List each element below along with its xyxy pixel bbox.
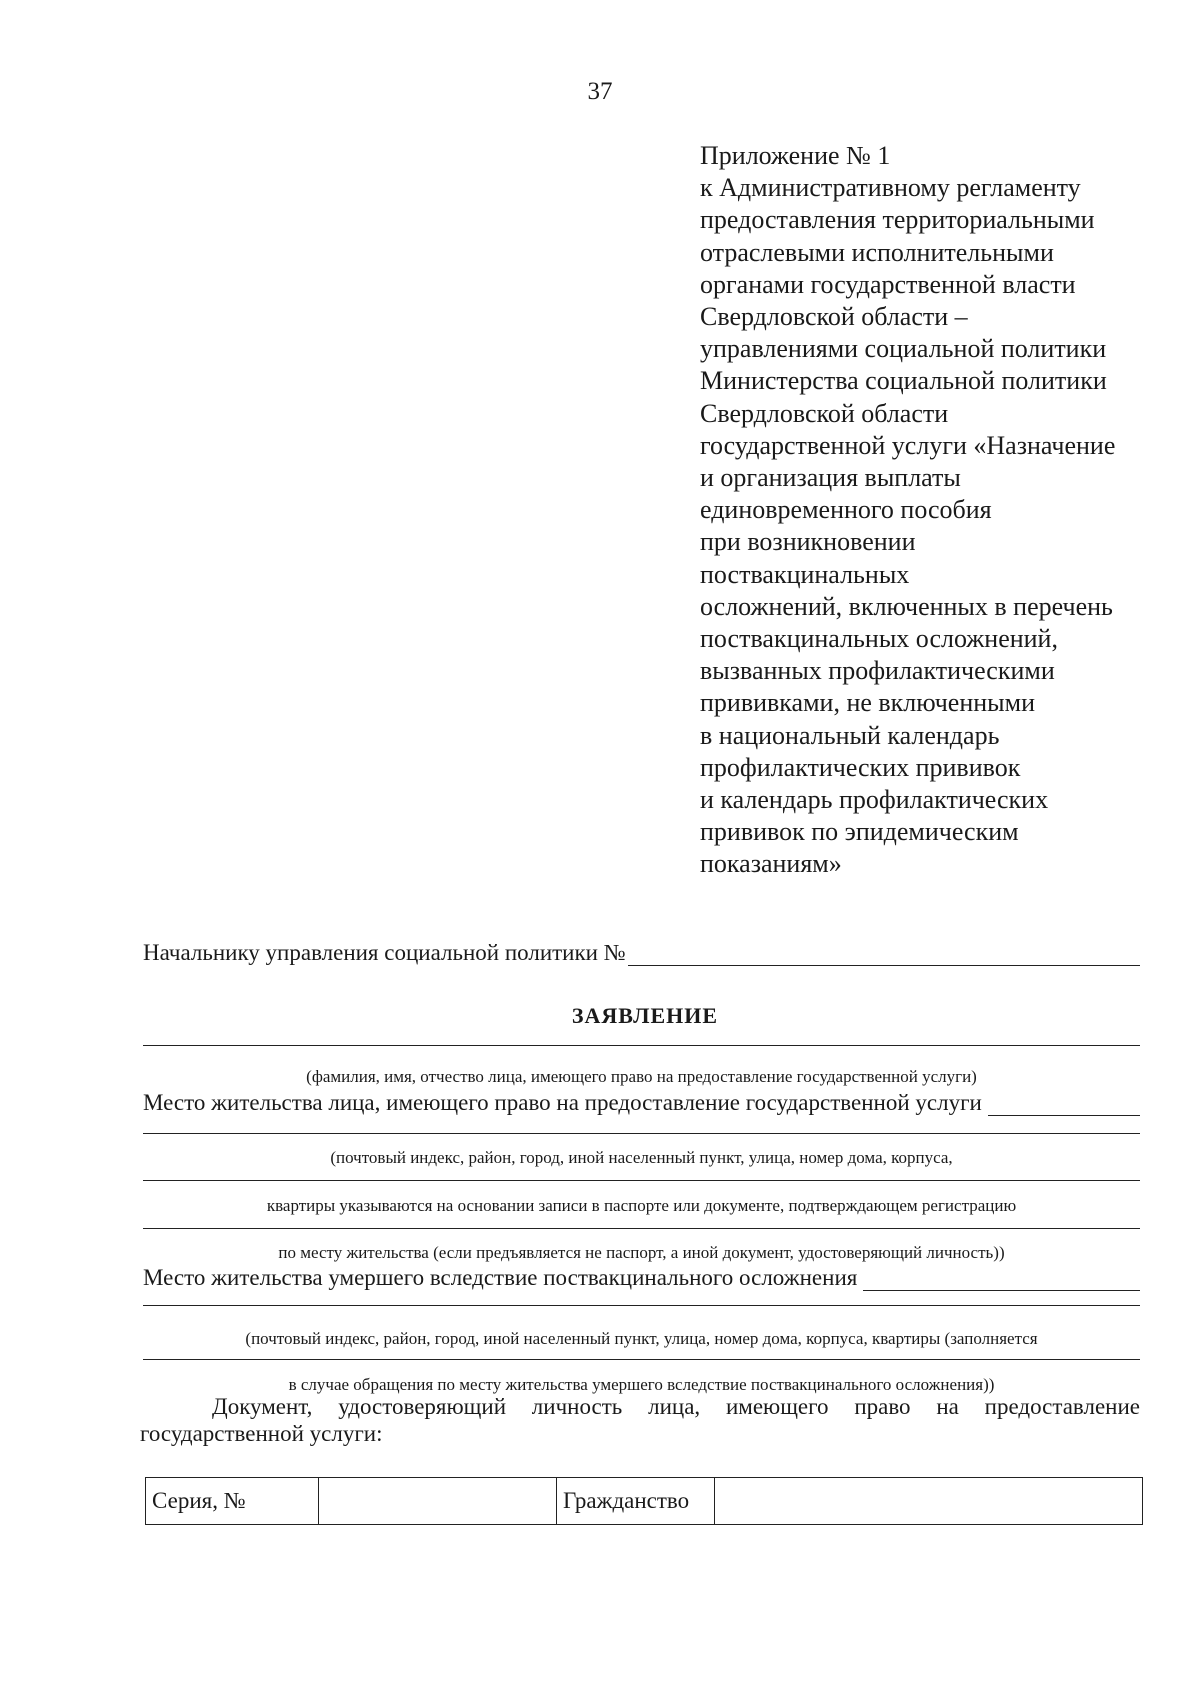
fio-hint: (фамилия, имя, отчество лица, имеющего право на предоставление государственной услуги) (306, 1067, 977, 1086)
appendix-block (700, 140, 1180, 881)
residence-field-line-2[interactable] (143, 1180, 1140, 1181)
appendix-line: отраслевыми исполнительными (700, 237, 1054, 267)
appendix-line: государственной услуги «Назначение (700, 430, 1116, 460)
appendix-line: и календарь профилактических (700, 785, 1049, 815)
appendix-line: предоставления территориальными (700, 205, 1095, 235)
residence-label: Место жительства лица, имеющего право на предоставление государственной услуги (143, 1090, 982, 1115)
page-number: 37 (587, 78, 613, 105)
citizenship-value-cell[interactable] (715, 1478, 1143, 1525)
appendix-line: Приложение № 1 (700, 141, 891, 170)
deceased-residence-hint-2: в случае обращения по месту жительства умершего вследствие поствакцинального осложнения)) (288, 1375, 995, 1394)
deceased-residence-hint-1: (почтовый индекс, район, город, иной населенный пункт, улица, номер дома, корпуса, квартиры (заполняется (245, 1329, 1038, 1348)
identity-document-paragraph: Документ, удостоверяющий личность лица, имеющего право на предоставление государственной услуги: (140, 1394, 1140, 1446)
appendix-line: в национальный календарь (700, 720, 1000, 750)
appendix-line: поствакцинальных осложнений, (700, 624, 1058, 654)
residence-hint-1: (почтовый индекс, район, город, иной населенный пункт, улица, номер дома, корпуса, (330, 1148, 953, 1167)
appendix-line: Свердловской области – (700, 302, 968, 332)
fio-field[interactable] (143, 1045, 1140, 1046)
residence-hint-2: квартиры указываются на основании записи в паспорте или документе, подтверждающем регистрацию (266, 1196, 1017, 1215)
appendix-line: прививками, не включенными (700, 688, 1035, 718)
appendix-line: Свердловской области (700, 398, 949, 428)
appendix-line: профилактических прививок (700, 752, 1021, 782)
series-value-cell[interactable] (319, 1478, 557, 1525)
residence-field[interactable] (988, 1095, 1140, 1116)
appendix-line: органами государственной власти (700, 269, 1076, 299)
appendix-line: единовременного пособия (700, 495, 992, 525)
deceased-residence-field-line-2[interactable] (143, 1359, 1140, 1360)
appendix-line: вызванных профилактическими (700, 656, 1055, 686)
residence-line (143, 1090, 1140, 1116)
appendix-line: прививок по эпидемическим (700, 817, 1019, 847)
appendix-line: к Административному регламенту (700, 173, 1081, 203)
table-row (146, 1478, 1143, 1525)
appendix-line: осложнений, включенных в перечень (700, 591, 1113, 621)
identity-document-table (145, 1477, 1143, 1525)
addressee-number-field[interactable] (628, 943, 1140, 966)
residence-field-line-3[interactable] (143, 1228, 1140, 1229)
series-label-cell: Серия, № (146, 1478, 319, 1525)
document-title: ЗАЯВЛЕНИЕ (571, 1003, 719, 1028)
deceased-residence-field-line-1[interactable] (143, 1305, 1140, 1306)
appendix-line: Министерства социальной политики (700, 366, 1107, 396)
addressee-line (143, 940, 1140, 966)
appendix-line: показаниям» (700, 849, 842, 879)
addressee-label: Начальнику управления социальной политики № (143, 940, 626, 965)
appendix-line: при возникновении (700, 527, 916, 557)
appendix-line: поствакцинальных (700, 559, 910, 589)
appendix-line: и организация выплаты (700, 463, 961, 493)
deceased-residence-field[interactable] (863, 1270, 1140, 1291)
residence-field-line-1[interactable] (143, 1133, 1140, 1134)
deceased-residence-label: Место жительства умершего вследствие поствакцинального осложнения (143, 1265, 858, 1290)
citizenship-label-cell: Гражданство (557, 1478, 715, 1525)
deceased-residence-line (143, 1265, 1140, 1291)
appendix-line: управлениями социальной политики (700, 334, 1107, 364)
residence-hint-3: по месту жительства (если предъявляется не паспорт, а иной документ, удостоверяющий личность)) (278, 1243, 1005, 1262)
